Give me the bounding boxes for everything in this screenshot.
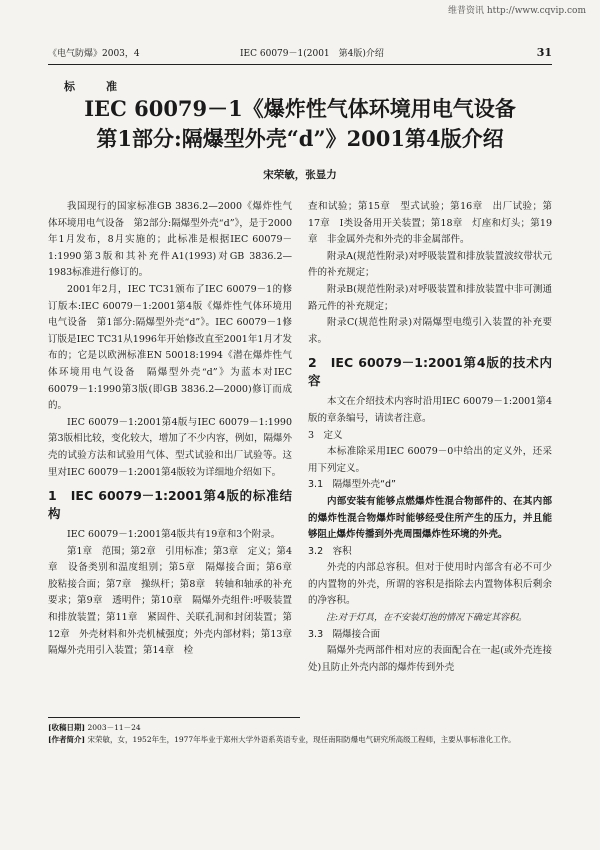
authors: 宋荣敏，张显力	[263, 169, 337, 181]
received-date: 2003－11－24	[87, 723, 141, 732]
chapter-list-continued: 查和试验；第15章 型式试验；第16章 出厂试验；第17章 I类设备用开关装置；第18章 灯座和灯头；第19章 非金属外壳和外壳的非金属部件。	[308, 201, 552, 246]
annex-b: 附录B(规范性附录)对呼吸装置和排放装置中非可测通路元件的补充规定；	[308, 283, 552, 312]
page-number: 31	[536, 46, 552, 59]
article-title-line1: IEC 60079－1《爆炸性气体环境用电气设备	[84, 96, 516, 121]
paragraph: 我国现行的国家标准GB 3836.2—2000《爆炸性气体环境用电气设备 第2部分:隔爆型外壳“d”》，是于2000年1月发布，8月实施的；此标准是根据IEC 60079－1:1990第3版和其补充件A1(1993)对GB 3836.2—1983标准进行修订的。	[48, 201, 292, 279]
left-column	[48, 199, 302, 660]
header-rule	[48, 64, 552, 65]
author-bio: 宋荣敏，女，1952年生，1977年毕业于郑州大学外语系英语专业，现任南阳防爆电气研究所高级工程师，主要从事标准化工作。	[87, 735, 516, 744]
definition-text: 内部安装有能够点燃爆炸性混合物部件的、在其内部的爆炸性混合物爆炸时能够经受住所产生的压力，并且能够阻止爆炸传播到外壳周围爆炸性环境的外壳。	[308, 495, 552, 541]
paragraph: 2001年2月，IEC TC31颁布了IEC 60079－1的修订版本:IEC 60079－1:2001第4版《爆炸性气体环境用电气设备 第1部分:隔爆型外壳“d”》。IEC 60079－1修订版是IEC TC31从1996年开始修改直至2001年1月才发布的；它是以欧洲标准EN 50018:1994《潜在爆炸性气体环境用电气设备 隔爆型外壳“d”》为蓝本对IEC 60079－1:1990第3版(即GB 3836.2—2000)修订而成的。	[48, 283, 292, 412]
running-header	[48, 46, 552, 60]
footnote-rule	[48, 717, 300, 718]
article-title-line2: 第1部分:隔爆型外壳“d”》2001第4版介绍	[96, 126, 504, 151]
subsection-3-1: 3.1 隔爆型外壳“d”	[308, 479, 396, 491]
subsection-3: 3 定义	[308, 429, 343, 441]
note: 注:对于灯具，在不安装灯泡的情况下确定其容积。	[326, 613, 528, 624]
paragraph: 本文在介绍技术内容时沿用IEC 60079－1:2001第4版的章条编号，请读者注意。	[308, 396, 552, 424]
annex-a: 附录A(规范性附录)对呼吸装置和排放装置波纹带状元件的补充规定；	[308, 250, 552, 279]
subsection-3-3: 3.3 隔爆接合面	[308, 628, 381, 640]
right-column	[308, 199, 552, 676]
paragraph: IEC 60079－1:2001第4版与IEC 60079－1:1990第3版相比较，变化较大，增加了不少内容，例如，隔爆外壳的试验方法和试验用气体、型式试验和出厂试验等。这里对IEC 60079－1:2001第4版较为详细地介绍如下。	[48, 416, 292, 478]
author-bio-label: [作者简介]	[48, 735, 86, 744]
paragraph: 本标准除采用IEC 60079－0中给出的定义外，还采用下列定义。	[308, 446, 552, 474]
section-heading-1: 1 IEC 60079－1:2001第4版的标准结构	[48, 488, 292, 522]
paragraph: IEC 60079－1:2001第4版共有19章和3个附录。	[67, 529, 281, 541]
received-label: [收稿日期]	[48, 723, 86, 732]
journal-name: 《电气防爆》2003，4	[48, 49, 140, 59]
footnote	[48, 722, 552, 746]
chapter-list: 第1章 范围；第2章 引用标准；第3章 定义；第4章 设备类别和温度组别；第5章 隔爆接合面；第6章 胶粘接合面；第7章 操纵杆；第8章 转轴和轴承的补充要求；第9章 透明件；第10章 隔爆外壳组件:呼吸装置和排放装置；第11章 紧固件、关联孔洞和封闭装置；第12章 外壳材料和外壳机械强度；外壳内部材料；第13章 隔爆外壳用引入装置；第14章 检	[48, 545, 302, 657]
subsection-3-2: 3.2 容积	[308, 545, 352, 557]
watermark: 维普资讯 http://www.cqvip.com	[447, 6, 586, 16]
section-label: 标 准	[64, 80, 127, 93]
annex-c: 附录C(规范性附录)对隔爆型电缆引入装置的补充要求。	[308, 317, 552, 345]
running-title: IEC 60079－1(2001 第4版)介绍	[240, 49, 384, 59]
definition-text: 隔爆外壳两部件相对应的表面配合在一起(或外壳连接处)且防止外壳内部的爆炸传到外壳	[308, 645, 552, 673]
section-heading-2: 2 IEC 60079－1:2001第4版的技术内容	[308, 355, 552, 389]
definition-text: 外壳的内部总容积。但对于使用时内部含有必不可少的内置物的外壳，所谓的容积是指除去内置物体积后剩余的净容积。	[308, 562, 552, 607]
